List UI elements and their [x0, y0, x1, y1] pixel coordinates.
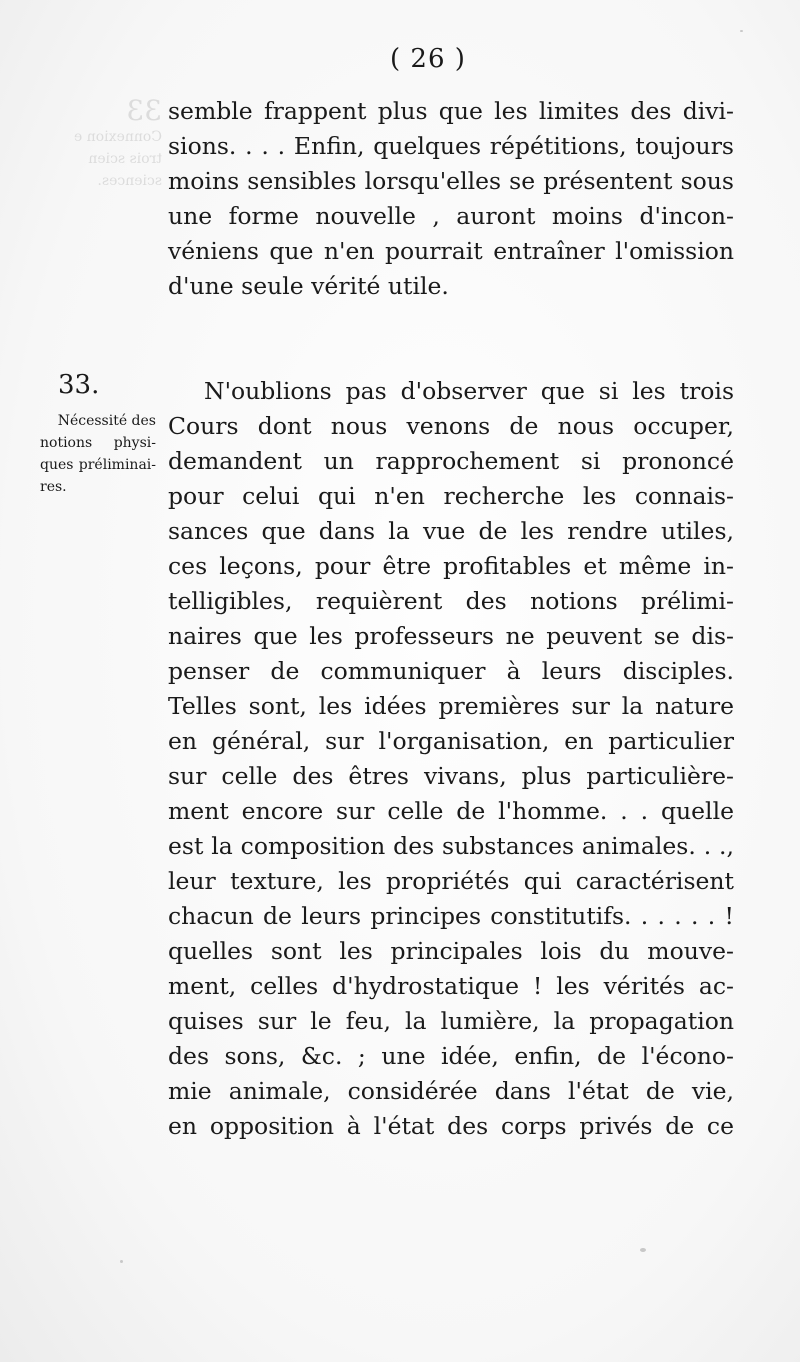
margin-note-line: notions physi-: [40, 435, 156, 451]
margin-note: [40, 410, 156, 498]
text-line: demandent un rapprochement si prononcé: [168, 447, 734, 475]
bleed-through-text: 33 Connexion e trois scien sciences.: [73, 94, 162, 189]
text-line: ment encore sur celle de l'homme. . . quelle: [168, 797, 734, 825]
text-line: des sons, &c. ; une idée, enfin, de l'écono-: [168, 1042, 734, 1070]
text-line: sions. . . . Enfin, quelques répétitions, toujours: [168, 132, 734, 160]
text-line: Telles sont, les idées premières sur la nature: [168, 692, 734, 720]
text-line: pour celui qui n'en recherche les connais-: [168, 482, 734, 510]
text-line: quises sur le feu, la lumière, la propagation: [168, 1007, 734, 1035]
text-line: mie animale, considérée dans l'état de vie,: [168, 1077, 734, 1105]
text-line: telligibles, requièrent des notions prélimi-: [168, 587, 734, 615]
page-number: ( 26 ): [390, 44, 466, 74]
paper-speck: [740, 30, 743, 32]
margin-note-line: Nécessité des: [57, 413, 156, 429]
margin-note-line: ques préliminai-: [40, 457, 156, 473]
text-line: chacun de leurs principes constitutifs. . . . . . !: [168, 902, 734, 930]
text-line: N'oublions pas d'observer que si les trois: [204, 377, 734, 405]
paragraph-1: [168, 94, 734, 304]
paragraph-2: [168, 374, 734, 1144]
text-line: moins sensibles lorsqu'elles se présentent sous: [168, 167, 734, 195]
text-line: semble frappent plus que les limites des divi-: [168, 97, 734, 125]
paper-speck: [640, 1248, 646, 1252]
text-line: en général, sur l'organisation, en particulier: [168, 727, 734, 755]
text-line: ment, celles d'hydrostatique ! les vérités ac-: [168, 972, 734, 1000]
text-line: en opposition à l'état des corps privés de ce: [168, 1112, 734, 1140]
margin-note-line: res.: [40, 479, 67, 495]
text-line: est la composition des substances animales. . .,: [168, 832, 734, 860]
text-line: leur texture, les propriétés qui caractérisent: [168, 867, 734, 895]
text-line: sur celle des êtres vivans, plus particulière-: [168, 762, 734, 790]
text-line: véniens que n'en pourrait entraîner l'omission: [168, 237, 734, 265]
text-line: naires que les professeurs ne peuvent se dis-: [168, 622, 734, 650]
text-line: ces leçons, pour être profitables et même in-: [168, 552, 734, 580]
text-line: penser de communiquer à leurs disciples.: [168, 657, 734, 685]
text-line: d'une seule vérité utile.: [168, 272, 449, 300]
text-line: une forme nouvelle , auront moins d'incon-: [168, 202, 734, 230]
text-line: quelles sont les principales lois du mouve-: [168, 937, 734, 965]
paper-speck: [120, 1260, 123, 1263]
section-number: 33.: [58, 370, 100, 400]
text-line: Cours dont nous venons de nous occuper,: [168, 412, 734, 440]
text-line: sances que dans la vue de les rendre utiles,: [168, 517, 734, 545]
